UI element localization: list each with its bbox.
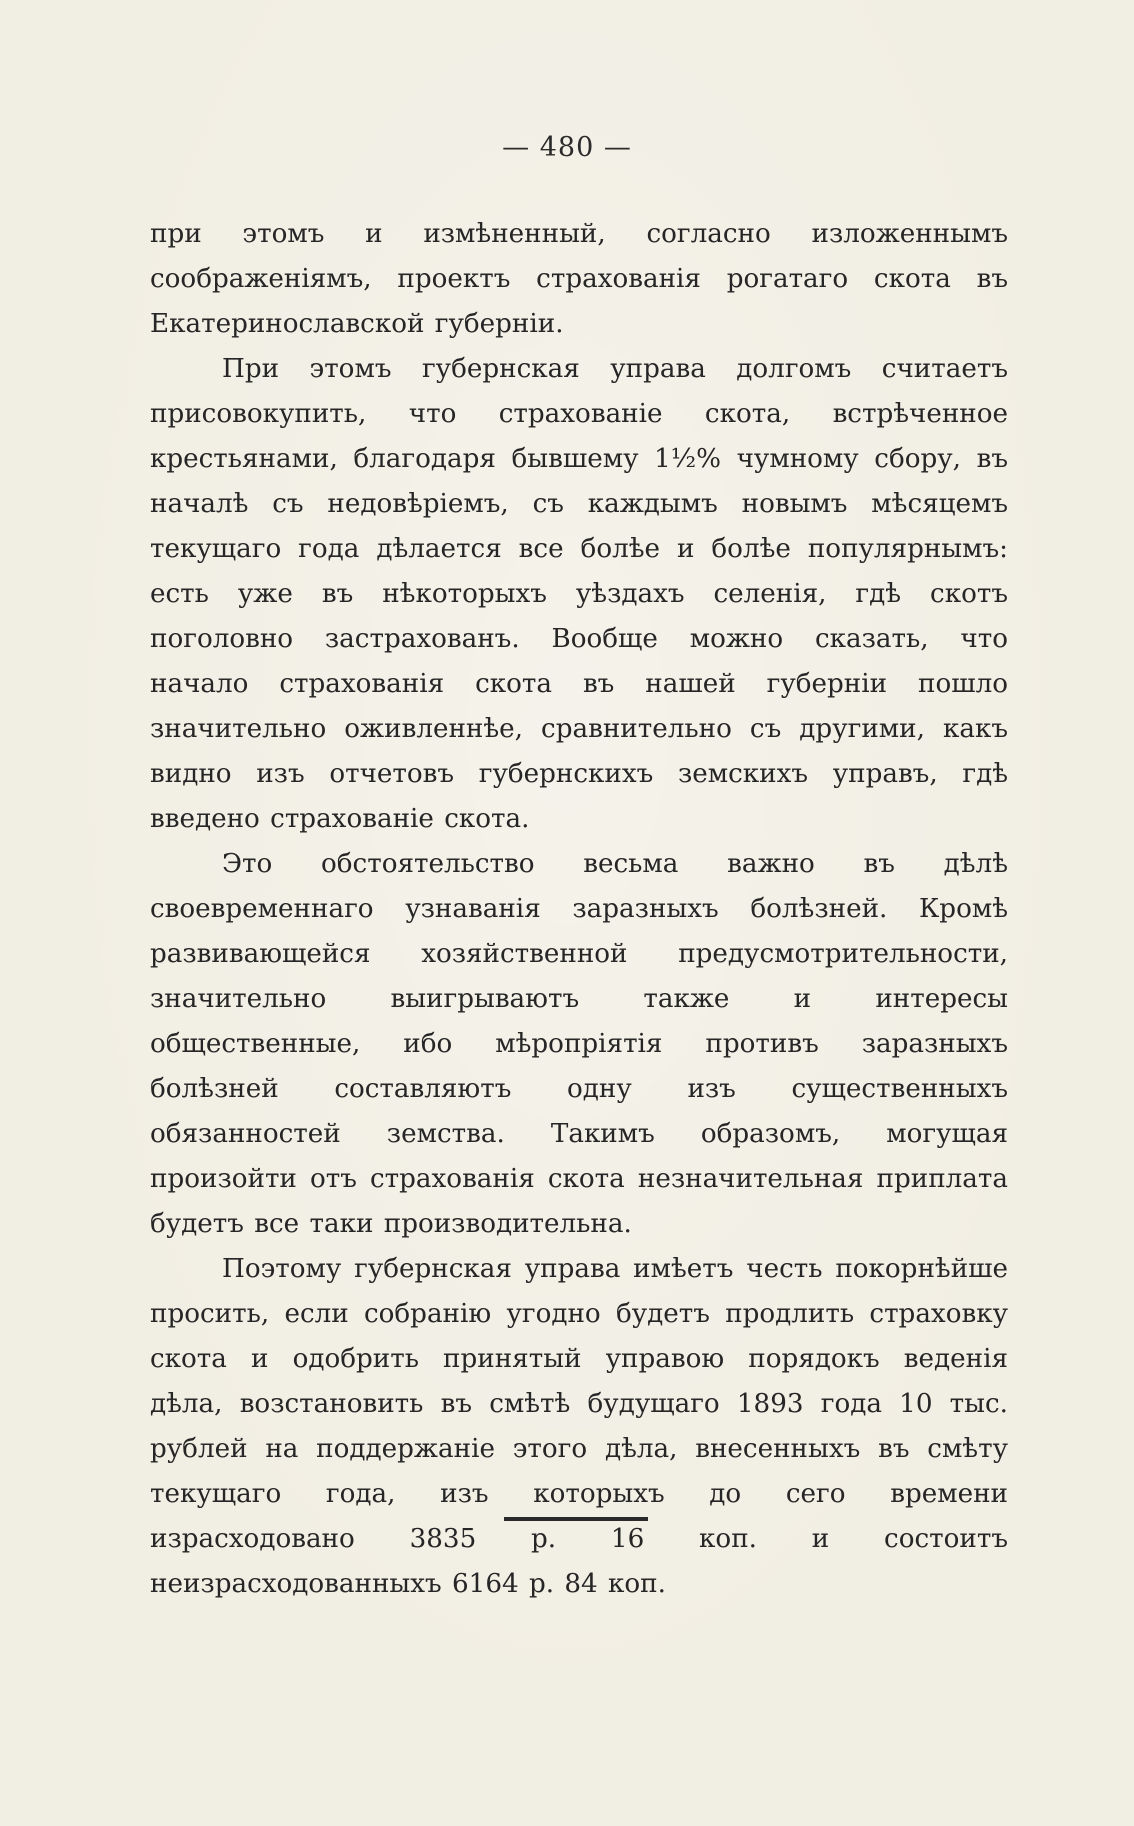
paragraph-3: Это обстоятельство весьма важно въ дѣлѣ своевременнаго узнаванія заразныхъ болѣзней. Кромѣ развивающейся хозяйственной предусмотрительности, значительно выигрываютъ также и интересы общественные, ибо мѣропріятія противъ заразныхъ болѣзней составляютъ одну изъ существенныхъ обязанностей земства. Такимъ образомъ, могущая произойти отъ страхованія скота незначительная приплата будетъ все таки производительна. [150, 849, 1008, 1239]
paragraph-1: при этомъ и измѣненный, согласно изложеннымъ соображеніямъ, проектъ страхованія рогатаго скота въ Екатеринославской губерніи. [150, 219, 1008, 339]
closing-rule [504, 1517, 648, 1521]
paragraph-4: Поэтому губернская управа имѣетъ честь покорнѣйше просить, если собранію угодно будетъ продлить страховку скота и одобрить принятый управою порядокъ веденія дѣла, возстановить въ смѣтѣ будущаго 1893 года 10 тыс. рублей на поддержаніе этого дѣла, внесенныхъ въ смѣту текущаго года, изъ которыхъ до сего времени израсходовано 3835 р. 16 коп. и состоитъ неизрасходованныхъ 6164 р. 84 коп. [150, 1254, 1008, 1599]
paragraph-2: При этомъ губернская управа долгомъ считаетъ присовокупить, что страхованіе скота, встрѣченное крестьянами, благодаря бывшему 1½% чумному сбору, въ началѣ съ недовѣріемъ, съ каждымъ новымъ мѣсяцемъ текущаго года дѣлается все болѣе и болѣе популярнымъ: есть уже въ нѣкоторыхъ уѣздахъ селенія, гдѣ скотъ поголовно застрахованъ. Вообще можно сказать, что начало страхованія скота въ нашей губерніи пошло значительно оживленнѣе, сравнительно съ другими, какъ видно изъ отчетовъ губернскихъ земскихъ управъ, гдѣ введено страхованіе скота. [150, 354, 1008, 834]
page-number: — 480 — [502, 132, 632, 163]
body-text [150, 212, 1008, 1607]
